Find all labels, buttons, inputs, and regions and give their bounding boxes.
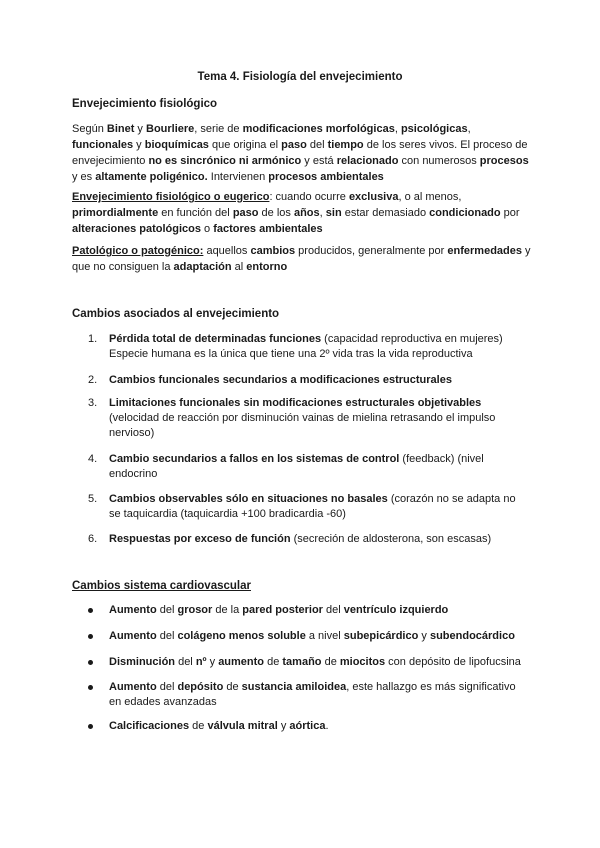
text-run: o [200, 223, 214, 235]
text-run: , [467, 123, 471, 135]
text-run: procesos ambientales [268, 171, 384, 183]
text-run: del [175, 656, 196, 668]
list-item-text [109, 492, 524, 522]
text-run: y [277, 720, 290, 732]
text-run: bioquímicas [144, 139, 209, 151]
text-run: relacionado [336, 155, 399, 167]
text-run: , este hallazgo es más significativo en edades avanzadas [109, 681, 516, 708]
text-run: Aumento [109, 681, 157, 693]
text-run: cambios [250, 245, 296, 257]
text-run: altamente poligénico. [95, 171, 208, 183]
text-run: , [319, 207, 326, 219]
text-run: con numerosos [398, 155, 480, 167]
list-item-text [109, 332, 524, 362]
list-number: 2. [88, 374, 98, 386]
text-run: Respuestas por exceso de función [109, 533, 291, 545]
text-run: del [156, 630, 178, 642]
text-run: (secreción de aldosterona, son escasas) [290, 533, 492, 545]
list-item-text [109, 532, 524, 547]
text-run: Cambio secundarios a fallos en los sistemas de control [109, 453, 400, 465]
text-run: Binet [106, 123, 135, 135]
text-run: subepicárdico [343, 630, 419, 642]
text-run: (capacidad reproductiva en mujeres) Especie humana es la única que tiene una 2º vida tras la vida reproductiva [109, 333, 503, 360]
text-run: depósito [177, 681, 224, 693]
text-run: Limitaciones funcionales sin modificaciones estructurales objetivables [109, 397, 482, 409]
text-run: de [189, 720, 208, 732]
bullet-dot-icon [88, 634, 93, 639]
text-run: , [394, 123, 401, 135]
text-run: Cambios observables sólo en situaciones no basales [109, 493, 388, 505]
section-heading-cambios-asociados: Cambios asociados al envejecimiento [72, 308, 280, 320]
text-run: (velocidad de reacción por disminución vainas de mielina retrasando el impulso nervioso) [109, 412, 496, 439]
text-run: sin [325, 207, 342, 219]
text-run: nº [195, 656, 207, 668]
text-run: y está [301, 155, 337, 167]
text-run: Patológico o patogénico: [72, 245, 204, 257]
text-run: exclusiva [348, 191, 399, 203]
bullet-text [109, 603, 529, 618]
bullet-dot-icon [88, 660, 93, 665]
text-run: por [500, 207, 520, 219]
bullet-dot-icon [88, 724, 93, 729]
text-run: y [134, 123, 146, 135]
text-run: de los [258, 207, 294, 219]
text-run: del [306, 139, 328, 151]
paragraph-eugerico [72, 189, 532, 237]
text-run: Intervienen [207, 171, 269, 183]
text-run: factores ambientales [213, 223, 323, 235]
bullet-text [109, 629, 529, 644]
text-run: de [321, 656, 340, 668]
text-run: tamaño [282, 656, 322, 668]
text-run: paso [232, 207, 259, 219]
text-run: : cuando ocurre [269, 191, 349, 203]
text-run: del [156, 681, 178, 693]
list-number: 1. [88, 333, 98, 345]
bullet-text [109, 719, 529, 734]
text-run: Aumento [109, 604, 157, 616]
text-run: , serie de [194, 123, 243, 135]
text-run: Aumento [109, 630, 157, 642]
text-run: y es [72, 171, 96, 183]
text-run: del [156, 604, 178, 616]
section-heading-cardiovascular: Cambios sistema cardiovascular [72, 580, 251, 592]
list-number: 4. [88, 453, 98, 465]
text-run: pared posterior [242, 604, 323, 616]
text-run: ventrículo izquierdo [343, 604, 449, 616]
text-run: y que no consiguen la [72, 245, 531, 273]
text-run: primordialmente [72, 207, 159, 219]
text-run: a nivel [305, 630, 344, 642]
text-run: aquellos [203, 245, 251, 257]
text-run: que origina el [208, 139, 282, 151]
text-run: y [206, 656, 219, 668]
text-run: y [418, 630, 430, 642]
text-run: de [264, 656, 283, 668]
text-run: (feedback) (nivel endocrino [109, 453, 484, 480]
text-run: de los seres vivos. El proceso de envejecimiento [72, 139, 528, 167]
text-run: psicológicas [400, 123, 468, 135]
text-run: subendocárdico [429, 630, 515, 642]
text-run: Disminución [109, 656, 176, 668]
list-item-text [109, 396, 524, 441]
text-run: Cambios funcionales secundarios a modificaciones estructurales [109, 374, 452, 386]
bullet-text [109, 655, 529, 670]
bullet-dot-icon [88, 685, 93, 690]
text-run: grosor [177, 604, 213, 616]
text-run: , o al menos, [398, 191, 462, 203]
text-run: tiempo [327, 139, 364, 151]
text-run: con depósito de lipofucsina [385, 656, 521, 668]
text-run: y [133, 139, 145, 151]
page-title: Tema 4. Fisiología del envejecimiento [197, 71, 403, 83]
list-number: 6. [88, 533, 98, 545]
bullet-dot-icon [88, 608, 93, 613]
text-run: del [322, 604, 344, 616]
text-run: entorno [246, 261, 288, 273]
text-run: sustancia amiloidea [241, 681, 347, 693]
text-run: estar demasiado [341, 207, 430, 219]
list-item-text [109, 373, 524, 388]
bullet-text [109, 680, 529, 710]
text-run: (corazón no se adapta no se taquicardia (taquicardia +100 bradicardia -60) [109, 493, 516, 520]
text-run: adaptación [173, 261, 232, 273]
text-run: condicionado [429, 207, 501, 219]
text-run: no es sincrónico ni armónico [148, 155, 302, 167]
text-run: válvula mitral [207, 720, 278, 732]
list-number: 5. [88, 493, 98, 505]
text-run: al [231, 261, 247, 273]
list-number: 3. [88, 397, 98, 409]
text-run: producidos, generalmente por [295, 245, 448, 257]
text-run: funcionales [72, 139, 134, 151]
section-heading-envejecimiento-fisiologico: Envejecimiento fisiológico [72, 98, 218, 110]
paragraph-patologico [72, 243, 532, 275]
text-run: Calcificaciones [109, 720, 190, 732]
text-run: aórtica [289, 720, 326, 732]
text-run: enfermedades [447, 245, 522, 257]
text-run: procesos [479, 155, 529, 167]
text-run: . [325, 720, 329, 732]
text-run: Según [72, 123, 107, 135]
text-run: alteraciones patológicos [72, 223, 201, 235]
text-run: de [223, 681, 242, 693]
text-run: Envejecimiento fisiológico o eugerico [72, 191, 270, 203]
text-run: miocitos [339, 656, 386, 668]
text-run: aumento [218, 656, 265, 668]
text-run: Bourliere [146, 123, 195, 135]
text-run: en función del [158, 207, 233, 219]
text-run: años [293, 207, 320, 219]
text-run: de la [212, 604, 243, 616]
text-run: Pérdida total de determinadas funciones [109, 333, 322, 345]
list-item-text [109, 452, 524, 482]
text-run: colágeno menos soluble [177, 630, 306, 642]
text-run: modificaciones morfológicas [242, 123, 395, 135]
paragraph-definicion [72, 121, 532, 185]
text-run: paso [281, 139, 307, 151]
